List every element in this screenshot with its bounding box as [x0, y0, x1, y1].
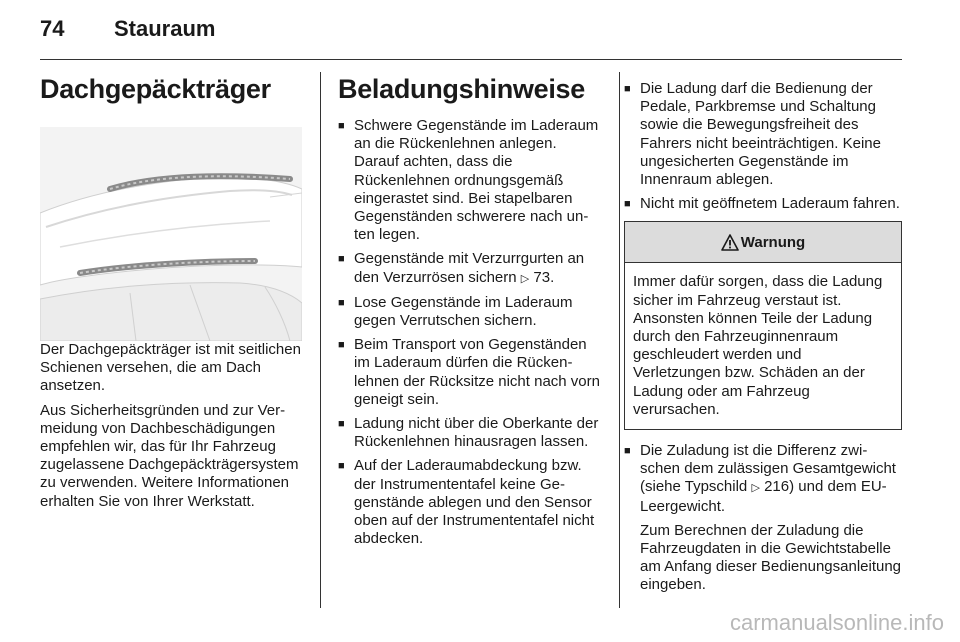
list-item: ■ Die Zuladung ist die Differenz zwischen dem zulässigen Gesamtgewicht (siehe Typschild ▷ 216) und dem EU-Leergewicht.: [624, 442, 896, 515]
list-item: ■ Die Ladung darf die Bedienung der Pedale, Parkbremse und Schaltung sowie die Bewegungsfreiheit des Fahrers nicht beeinträchtigen. Keine ungesicherten Gegenstände im Innenraum ablegen.: [624, 80, 881, 189]
warning-text: Immer dafür sorgen, dass die Ladung sicher im Fahrzeug verstaut ist. Ansonsten können Teile der Ladung durch den Fahrzeuginnenraum geschleudert werden und Verletzungen bzw. Schäden an der Ladung oder am Fahrzeug verursachen.: [633, 273, 883, 418]
list-item: ■ Schwere Gegenstände im Laderaum an die Rückenlehnen anlegen. Darauf achten, dass die Rückenlehnen ordnungsgemäß eingerastet sind. Bei stapelbaren Gegenständen schwerere nach unten legen.: [338, 117, 599, 244]
page-header: [40, 16, 902, 52]
header-rule: [40, 59, 902, 60]
warning-box: [624, 221, 902, 430]
watermark: carmanualsonline.info: [729, 610, 944, 635]
list-item: ■ Gegenstände mit Verzurrgurten an den Verzurrösen sichern ▷ 73.: [338, 250, 585, 286]
paragraph: Der Dachgepäckträger ist mit seitlichen Schienen versehen, die am Dach ansetzen.: [40, 341, 301, 395]
page-reference-link[interactable]: 216) und dem EU-Leergewicht.: [640, 478, 887, 515]
list-item: ■ Lose Gegenstände im Laderaum gegen Verrutschen sichern.: [338, 293, 573, 330]
bullet-icon: ■: [338, 339, 345, 352]
warning-header: [625, 222, 901, 263]
paragraph: Zum Berechnen der Zuladung die Fahrzeugdaten in die Gewichtstabelle am Anfang dieser Bedienungsanleitung eingeben.: [640, 521, 902, 594]
bullet-list: [624, 80, 902, 213]
bullet-icon: ■: [338, 460, 345, 473]
column-loading-tips: [338, 72, 604, 554]
page-reference-icon: ▷: [520, 272, 530, 285]
bullet-icon: ■: [338, 120, 345, 132]
bullet-icon: ■: [624, 198, 631, 211]
column-roof-rack: [40, 72, 302, 517]
bullet-icon: ■: [624, 83, 631, 95]
list-item: ■ Auf der Laderaumabdeckung bzw. der Instrumententafel keine Gegenstände ablegen und den Sensor oben auf der Instrumententafel nicht abdecken.: [338, 457, 595, 548]
column-divider: [619, 72, 620, 608]
bullet-list: [338, 117, 604, 548]
bullet-icon: ■: [338, 253, 345, 266]
warning-title: Warnung: [740, 233, 806, 251]
bullet-icon: ■: [338, 296, 345, 309]
page-reference-icon: ▷: [751, 482, 760, 495]
list-item: ■ Nicht mit geöffnetem Laderaum fahren.: [624, 195, 900, 213]
roof-rack-illustration: [40, 127, 302, 341]
warning-icon: [721, 234, 739, 251]
bullet-icon: ■: [338, 418, 345, 431]
running-title: Stauraum: [114, 16, 216, 41]
bullet-list: [624, 442, 902, 516]
list-item: ■ Ladung nicht über die Oberkante der Rückenlehnen hinausragen lassen.: [338, 415, 599, 451]
section-heading-loading-tips: Beladungshinweise: [338, 74, 585, 104]
section-heading-roof-rack: Dachgepäckträger: [40, 74, 271, 104]
bullet-icon: ■: [624, 445, 631, 458]
column-divider: [320, 72, 321, 608]
page-number: 74: [40, 16, 65, 41]
column-loading-continued: [624, 80, 902, 601]
paragraph: Aus Sicherheitsgründen und zur Vermeidung von Dachbeschädigungen empfehlen wir, das für Ihr Fahrzeug zugelassene Dachgepäckträgersystem zu verwenden. Weitere Informationen erhalten Sie von Ihrer Werkstatt.: [40, 401, 299, 510]
list-item: ■ Beim Transport von Gegenständen im Laderaum dürfen die Rückenlehnen der Rücksitze nicht nach vorn geneigt sein.: [338, 336, 600, 408]
page-reference-link[interactable]: 73.: [533, 268, 555, 286]
